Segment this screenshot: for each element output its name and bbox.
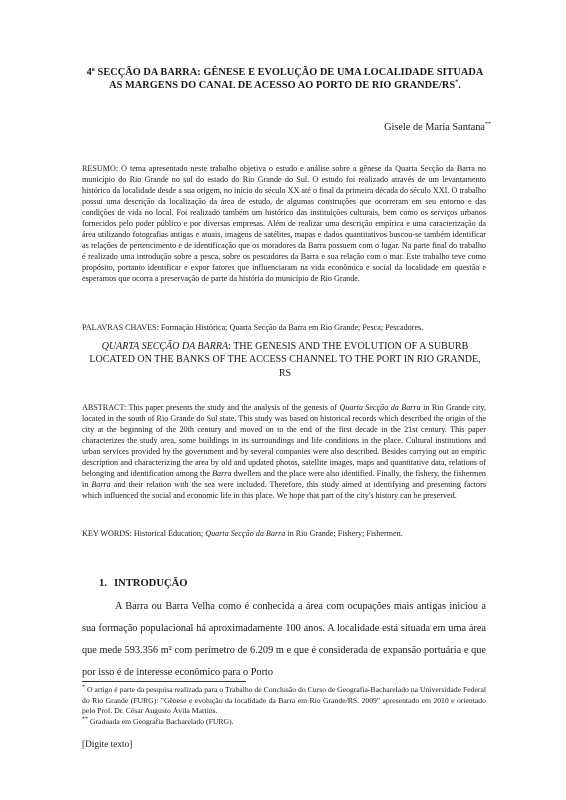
resumo-paragraph: RESUMO: O tema apresentado neste trabalho objetiva o estudo e análise sobre a gênese da Quarta Secção da Barra no município do Rio Grande no sul do estado do Rio Grande do Sul. O estudo foi realizado através de um levantamento histórico da localidade desde a sua origem, no início do século XX até o final da primeira década do século XXI. O trabalho possui uma descrição da localização da área de estudo, de algumas construções que ocorreram em seu entorno e das condições de vida no local. Foi realizado também um histórico das instituições culturais, bem como os serviços urbanos fornecidos pelo poder público e por diversas empresas. Além de realizar uma descrição empírica e uma caracterização da área utilizando fotografias antigas e atuais, imagens de satélites, mapas e dados quantitativos buscou-se também identificar as relações de pertencimento e de identificação que os moradores da Barra possuem com o lugar. Na parte final do trabalho é realizado uma introdução sobre a pesca, sobre os pescadores da Barra e sua relação com o mar. Este trabalho teve como propósito, portanto identificar e expor fatores que influenciaram na vida econômica e social da localidade em questão e esperamos que ocorra a preservação de parte da história do município de Rio Grande. bbox=[82, 164, 486, 283]
abstract-italic-2: Barra bbox=[212, 469, 232, 478]
abstract-italic-3: Barra bbox=[91, 480, 111, 489]
author-footnote-mark: ** bbox=[485, 121, 491, 128]
author-line bbox=[384, 121, 491, 134]
title-footnote-mark: * bbox=[455, 79, 459, 86]
intro-paragraph: A Barra ou Barra Velha como é conhecida a área com ocupações mais antigas iniciou a sua formação populacional há aproximadamente 100 anos. A localidade está situada em uma área que mede 593.356 m² com perímetro de 6.209 m e que é considerada de expansão portuária e que por isso é de interesse econômico para o Porto bbox=[82, 601, 486, 678]
abstract-paragraph bbox=[82, 402, 486, 501]
english-title bbox=[85, 340, 485, 380]
abstract-text-3: dwellers and the place were also identified. Finally, the fishery, the fishermen in bbox=[82, 469, 486, 489]
english-title-rest: : THE GENESIS AND THE EVOLUTION OF A SUBURB LOCATED ON THE BANKS OF THE ACCESS CHANNEL TO THE PORT IN RIO GRANDE, RS bbox=[89, 341, 481, 379]
footnote-divider bbox=[82, 681, 246, 682]
english-title-italic: QUARTA SECÇÃO DA BARRA bbox=[101, 341, 229, 352]
paper-title bbox=[85, 66, 485, 93]
footnote-2-mark: ** bbox=[82, 716, 88, 723]
footnote-1-mark: * bbox=[82, 684, 85, 691]
footnote-2 bbox=[82, 717, 486, 728]
footnote-2-text: Graduada em Geografia Bacharelado (FURG). bbox=[88, 716, 234, 726]
keywords-text-2: in Rio Grande; Fishery; Fishermen. bbox=[285, 529, 403, 538]
paper-title-end: . bbox=[458, 80, 461, 92]
section-number: 1. bbox=[99, 578, 107, 589]
keywords-text-1: KEY WORDS: Historical Education; bbox=[82, 529, 206, 538]
keywords-paragraph bbox=[82, 528, 486, 539]
footer-placeholder-text: [Digite texto] bbox=[82, 740, 133, 750]
paper-title-text: 4ª SECÇÃO DA BARRA: GÊNESE E EVOLUÇÃO DE UMA LOCALIDADE SITUADA AS MARGENS DO CANAL DE ACESSO AO PORTO DE RIO GRANDE/RS bbox=[86, 67, 484, 92]
abstract-text-2: in Rio Grande city, located in the south of Rio Grande do Sul state. This study was based on historical records which described the origin of the city at the beginning of the 20th century and moved on to the end of the first decade in the 21st century. This paper characterizes the study area, some buildings in its surroundings and life conditions in the place. Cultural institutions and urban services provided by the government and by several companies were also described. Besides carrying out an empiric description and characterizing the area by old and updated photos, satellite images, maps and quantitative data, relations of belonging and identification among the bbox=[82, 403, 486, 478]
section-title: INTRODUÇÃO bbox=[113, 578, 188, 589]
footnote-1 bbox=[82, 685, 486, 717]
footnotes bbox=[82, 685, 486, 727]
abstract-text-1: ABSTRACT: This paper presents the study and the analysis of the genesis of bbox=[82, 403, 340, 412]
section-heading bbox=[99, 577, 195, 591]
keywords-italic: Quarta Secção da Barra bbox=[205, 529, 286, 538]
abstract-italic-1: Quarta Secção da Barra bbox=[339, 403, 421, 412]
footnote-1-text: O artigo é parte da pesquisa realizada para o Trabalho de Conclusão do Curso de Geografia-Bacharelado na Universidade Federal do Rio Grande (FURG): "Gênese e evolução da localidade da Barra em Rio Grande/RS. 2009" apresentado em 2010 e orientado pelo Prof. Dr. César Augusto Ávila Martins. bbox=[82, 685, 486, 716]
palavras-chaves-paragraph: PALAVRAS CHAVES: Formação Histórica; Quarta Secção da Barra em Rio Grande; Pesca; Pescadores. bbox=[82, 323, 424, 332]
author-name: Gisele de Maria Santana bbox=[384, 122, 485, 133]
abstract-text-4: and their relation with the sea were included. Therefore, this study aimed at identifying and presenting factors which influenced the social and economic life in this place. We hope that part of the city's history can be preserved. bbox=[82, 480, 486, 500]
